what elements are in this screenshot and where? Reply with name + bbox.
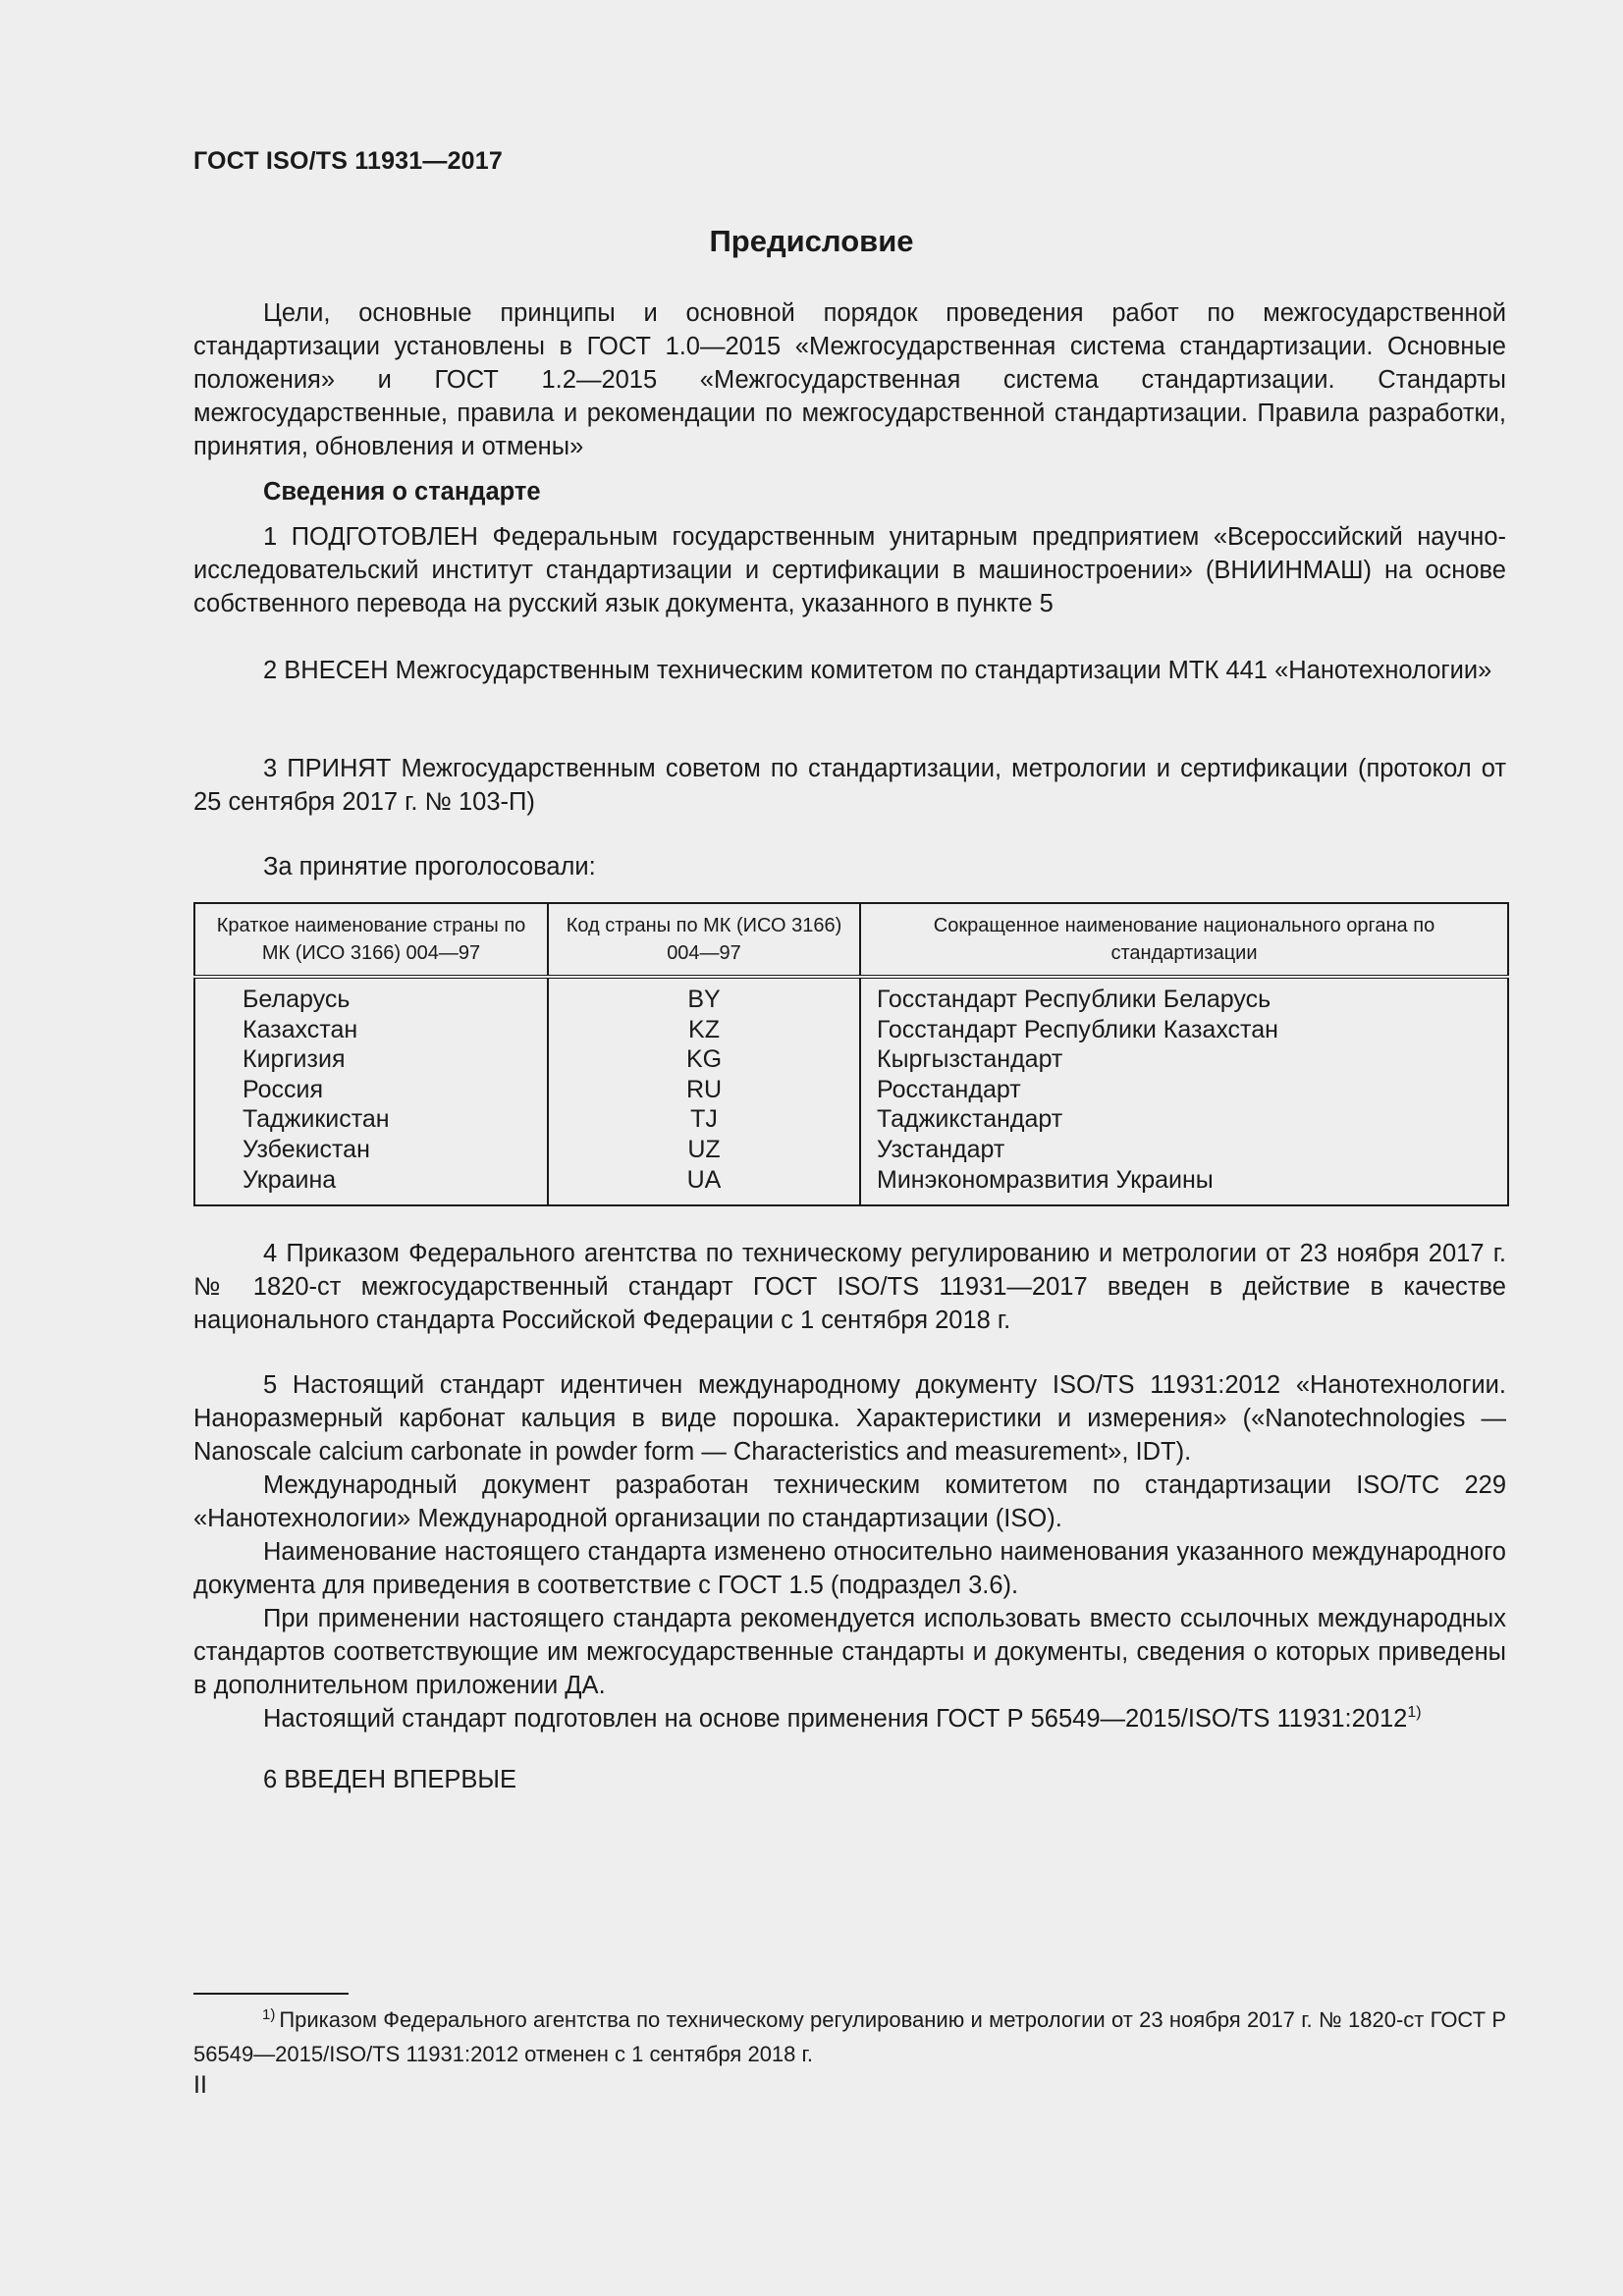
- code-cell: [548, 977, 860, 1205]
- body-cell: [860, 977, 1508, 1205]
- voting-table: [193, 902, 1509, 1206]
- country-name: Казахстан: [243, 1015, 358, 1043]
- item-5-basis-paragraph: [193, 1702, 1506, 1735]
- footnote-mark: 1): [262, 2006, 276, 2023]
- country-code: TJ: [690, 1105, 718, 1134]
- country-code: RU: [685, 1075, 723, 1103]
- vote-intro: За принятие проголосовали:: [263, 853, 596, 881]
- item-5-paragraph: 5 Настоящий стандарт идентичен международному документу ISO/TS 11931:2012 «Нанотехнологии. Наноразмерный карбонат кальция в виде порошка. Характеристики и измерения» («Nanotechnologies — Nanoscale calcium carbonate in powder form — Characteristics and measurement», IDT).: [193, 1371, 1506, 1466]
- standards-body: Росстандарт: [877, 1075, 1021, 1103]
- document-header: ГОСТ ISO/TS 11931—2017: [193, 147, 503, 175]
- item-4-paragraph: 4 Приказом Федерального агентства по техническому регулированию и метрологии от 23 ноября 2017 г. № 1820-ст межгосударственный стандарт ГОСТ ISO/TS 11931—2017 введен в действие в качестве национального стандарта Российской Федерации с 1 сентября 2018 г.: [193, 1240, 1506, 1334]
- country-name: Узбекистан: [243, 1135, 370, 1163]
- item-3-paragraph: 3 ПРИНЯТ Межгосударственным советом по стандартизации, метрологии и сертификации (протокол от 25 сентября 2017 г. № 103-П): [193, 755, 1506, 816]
- footnote-reference[interactable]: 1): [1407, 1704, 1422, 1721]
- standards-body: Кыргызстандарт: [877, 1045, 1063, 1074]
- country-cell: [194, 977, 548, 1205]
- table-header-code: Код страны по МК (ИСО 3166) 004—97: [548, 903, 860, 977]
- item-5-refs-paragraph: При применении настоящего стандарта рекомендуется использовать вместо ссылочных международных стандартов соответствующие им межгосударственные стандарты и документы, сведения о которых приведены в дополнительном приложении ДА.: [193, 1605, 1506, 1699]
- country-code: UZ: [687, 1135, 721, 1163]
- item-5-name-paragraph: Наименование настоящего стандарта изменено относительно наименования указанного международного документа для приведения в соответствие с ГОСТ 1.5 (подраздел 3.6).: [193, 1538, 1506, 1599]
- standards-body: Госстандарт Республики Беларусь: [877, 986, 1271, 1013]
- item-6-paragraph: 6 ВВЕДЕН ВПЕРВЫЕ: [263, 1766, 517, 1793]
- table-row: [194, 977, 1508, 1205]
- basis-text: Настоящий стандарт подготовлен на основе применения ГОСТ Р 56549—2015/ISO/TS 11931:2012: [263, 1705, 1408, 1733]
- item-1-paragraph: 1 ПОДГОТОВЛЕН Федеральным государственным унитарным предприятием «Всероссийский научно-исследовательский институт стандартизации и сертификации в машиностроении» (ВНИИНМАШ) на основе собственного перевода на русский язык документа, указанного в пункте 5: [193, 523, 1506, 617]
- page-number: II: [193, 2071, 207, 2099]
- country-name: Беларусь: [243, 986, 351, 1013]
- standards-body: Узстандарт: [877, 1135, 1005, 1163]
- page-title: Предисловие: [709, 224, 914, 258]
- footnote: [193, 2004, 1506, 2070]
- table-header-body: Сокращенное наименование национального органа по стандартизации: [860, 903, 1508, 977]
- standards-body: Госстандарт Республики Казахстан: [877, 1015, 1278, 1043]
- country-name: Киргизия: [243, 1045, 346, 1074]
- country-code: BY: [687, 986, 721, 1013]
- table-header-row: [194, 903, 1508, 977]
- footnote-text: Приказом Федерального агентства по техническому регулированию и метрологии от 23 ноября 2017 г. № 1820-ст ГОСТ Р 56549—2015/ISO/TS 11931:2012 отменен с 1 сентября 2018 г.: [193, 2007, 1506, 2066]
- footnote-divider: [193, 1993, 349, 1995]
- intro-paragraph: Цели, основные принципы и основной порядок проведения работ по межгосударственной стандартизации установлены в ГОСТ 1.0—2015 «Межгосударственная система стандартизации. Основные положения» и ГОСТ 1.2—2015 «Межгосударственная система стандартизации. Стандарты межгосударственные, правила и рекомендации по межгосударственной стандартизации. Правила разработки, принятия, обновления и отмены»: [193, 299, 1506, 460]
- country-code: UA: [686, 1165, 722, 1194]
- standards-body: Минэкономразвития Украины: [877, 1165, 1214, 1194]
- table-header-country: Краткое наименование страны по МК (ИСО 3166) 004—97: [194, 903, 548, 977]
- section-subheading: Сведения о стандарте: [263, 478, 541, 506]
- country-code: KZ: [688, 1015, 720, 1043]
- country-name: Украина: [243, 1165, 337, 1194]
- standards-body: Таджикстандарт: [877, 1105, 1063, 1134]
- country-code: KG: [685, 1045, 723, 1074]
- item-2-paragraph: 2 ВНЕСЕН Межгосударственным техническим комитетом по стандартизации МТК 441 «Нанотехнологии»: [263, 657, 1492, 684]
- item-5-tc-paragraph: Международный документ разработан техническим комитетом по стандартизации ISO/TC 229 «Нанотехнологии» Международной организации по стандартизации (ISO).: [193, 1471, 1506, 1532]
- country-name: Россия: [243, 1075, 323, 1103]
- country-name: Таджикистан: [243, 1105, 390, 1134]
